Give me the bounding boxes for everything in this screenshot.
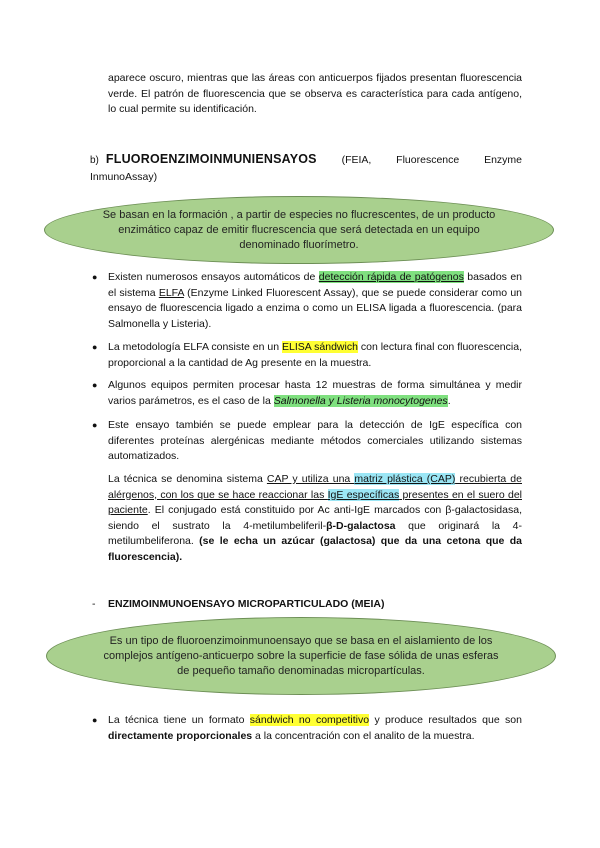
- list-item-text: Algunos equipos permiten procesar hasta 12 muestras de forma simultánea y medir varios parámetros, es el caso de la Salmonella y Listeria monocytogenes.: [108, 379, 522, 407]
- feia-title: FLUOROENZIMOINMUNIENSAYOS: [105, 152, 317, 166]
- cap-technique-paragraph: La técnica se denomina sistema CAP y utiliza una matriz plástica (CAP) recubierta de alérgenos, con los que se hace reaccionar las IgE específicas presentes en el suero del paciente. El conjugado está constituido por Ac anti-IgE marcados con β-galactosidasa, siendo el sustrato la 4-metilumbeliferil-β-D-galactosa que originará la 4-metilumbeliferona. (se le echa un azúcar (galactosa) que da una cetona que da fluorescencia).: [108, 473, 522, 563]
- list-item: [92, 270, 522, 332]
- meia-heading: [92, 597, 522, 611]
- feia-paren-a: (FEIA, Fluorescence Enzyme: [341, 154, 522, 166]
- list-item: [92, 340, 522, 371]
- bullet-icon: ●: [92, 715, 98, 725]
- list-item: [92, 378, 522, 409]
- meia-definition-callout: [46, 617, 556, 695]
- highlight-cyan: matriz plástica (CAP): [354, 473, 456, 485]
- bullet-icon: ●: [92, 272, 98, 282]
- dash-marker: -: [92, 598, 96, 610]
- list-item-text: La técnica tiene un formato sándwich no competitivo y produce resultados que son directamente proporcionales a la concentración con el analito de la muestra.: [108, 714, 522, 742]
- meia-title: ENZIMOINMUNOENSAYO MICROPARTICULADO (MEIA): [108, 598, 385, 610]
- list-item: [92, 713, 522, 744]
- meia-definition-text: Es un tipo de fluoroenzimoinmunoensayo que se basa en el aislamiento de los complejos antígeno-anticuerpo sobre la superficie de fase sólida de unas esferas de pequeño tamaño denominadas micropartículas.: [103, 634, 499, 677]
- list-item-text: Existen numerosos ensayos automáticos de detección rápida de patógenos basados en el sistema ELFA (Enzyme Linked Fluorescent Assay), que se puede considerar como un ensayo de fluorescencia ligado a enzima o como un ELISA ligada a fluorescencia. (para Salmonella y Listeria).: [108, 271, 523, 330]
- feia-heading: [90, 151, 522, 185]
- list-item: [92, 418, 522, 465]
- feia-definition-text: Se basan en la formación , a partir de especies no flucrescentes, de un producto enzimático capaz de emitir flucrescencia que será detectada en un equipo denominado fluorímetro.: [102, 208, 496, 251]
- highlight-green: Salmonella y Listeria monocytogenes: [273, 394, 448, 407]
- underlined-text: ELFA: [158, 286, 184, 299]
- bullet-icon: ●: [92, 342, 98, 352]
- bullet-icon: ●: [92, 380, 98, 390]
- feia-paren-b: InmunoAssay): [90, 171, 158, 183]
- highlight-green: detección rápida de patógenos: [318, 271, 464, 283]
- highlight-cyan: IgE específicas: [327, 488, 400, 501]
- intro-paragraph: aparece oscuro, mientras que las áreas con anticuerpos fijados presentan fluorescencia verde. El patrón de fluorescencia que se observa es característica para cada antígeno, lo cual permite su identificación.: [108, 72, 522, 115]
- section-marker: b): [90, 155, 99, 166]
- highlight-yellow: sándwich no competitivo: [249, 714, 370, 726]
- highlight-yellow: ELISA sándwich: [282, 341, 358, 353]
- feia-definition-callout: [44, 196, 554, 264]
- list-item-text: La metodología ELFA consiste en un ELISA sándwich con lectura final con fluorescencia, proporcional a la cantidad de Ag presente en la muestra.: [108, 341, 522, 369]
- list-item-text: Este ensayo también se puede emplear para la detección de IgE específica con diferentes proteínas alergénicas mediante métodos comerciales utilizando sistemas automatizados.: [108, 419, 522, 462]
- bullet-icon: ●: [92, 420, 98, 430]
